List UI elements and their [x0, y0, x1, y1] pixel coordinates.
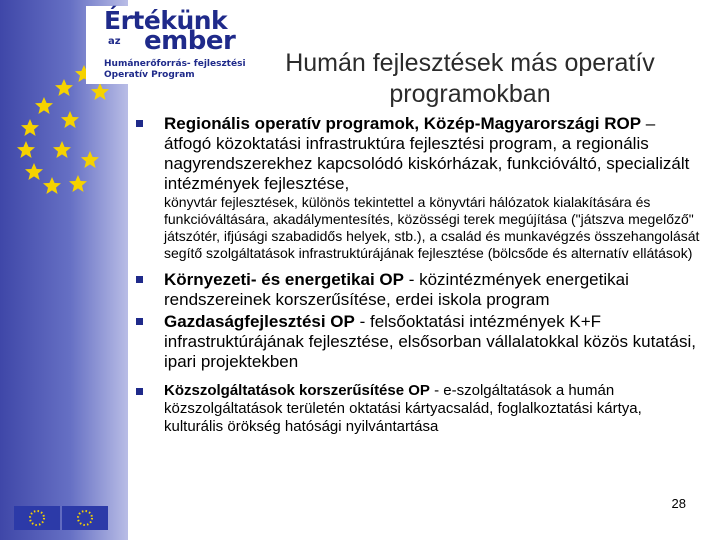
item-heading: Környezeti- és energetikai OP: [164, 270, 404, 289]
list-item: [136, 270, 704, 310]
slide-title: Humán fejlesztések más operatív programokban: [285, 49, 655, 108]
list-item: [136, 382, 704, 436]
star-icon: [69, 175, 87, 192]
bullet-list: [136, 114, 704, 436]
star-icon: [17, 141, 35, 158]
star-icon: [21, 119, 39, 136]
item-text: – átfogó közoktatási infrastruktúra fejlesztési program, a regionális nagyrendszerekhez kapcsolódó kiskórházak, funkcióváltó, specializált intézmények fejlesztése,: [164, 114, 690, 193]
square-bullet-icon: [136, 276, 143, 283]
star-icon: [25, 163, 43, 180]
list-item: [136, 312, 704, 372]
item-heading: Közszolgáltatások korszerűsítése OP: [164, 382, 430, 399]
item-text: - e-szolgáltatások a humán közszolgáltatások területén oktatási kártyacsalád, foglalkoztatási kártya, kulturális örökség hatósági nyilvántartása: [164, 382, 642, 435]
star-icon: [91, 83, 109, 100]
square-bullet-icon: [136, 318, 143, 325]
square-bullet-icon: [136, 388, 143, 395]
item-text: - felsőoktatási intézmények K+F infrastruktúrájának fejlesztése, elsősorban vállalatokkal közös kutatási, ipari projektekben: [164, 312, 696, 371]
item-text-small: könyvtár fejlesztések, különös tekintettel a könyvtári hálózatok kialakítására és funkcióváltására, akadálymentesítés, közösségi terek megújítása ("játszva megelőző" játszótér, ifjúsági szabadidős helyek, stb.), a család és munkavégzés összehangolását segítő szolgáltatások infrastruktúrájának fejlesztése (bölcsőde és alternatív ellátások): [164, 194, 700, 261]
logo-text-az: az: [108, 36, 121, 47]
item-text: - közintézmények energetikai rendszereinek korszerűsítése, erdei iskola program: [164, 270, 629, 309]
logo-text-line2: ember: [144, 26, 236, 56]
logo-subtitle-1: Humánerőforrás- fejlesztési: [104, 59, 246, 69]
star-icon: [43, 177, 61, 194]
eu-flag-icon: [62, 506, 108, 530]
star-icon: [55, 79, 73, 96]
star-icon: [53, 141, 71, 158]
item-heading: Gazdaságfejlesztési OP: [164, 312, 355, 331]
eu-flag-icon: [14, 506, 60, 530]
square-bullet-icon: [136, 120, 143, 127]
page-number: 28: [671, 496, 686, 511]
item-heading: Regionális operatív programok, Közép-Magyarországi ROP: [164, 114, 642, 133]
star-icon: [81, 151, 99, 168]
star-icon: [35, 97, 53, 114]
logo-subtitle-2: Operatív Program: [104, 70, 195, 80]
list-item: [136, 114, 704, 262]
star-icon: [61, 111, 79, 128]
logo-text-line1: Értékünk: [104, 6, 228, 35]
